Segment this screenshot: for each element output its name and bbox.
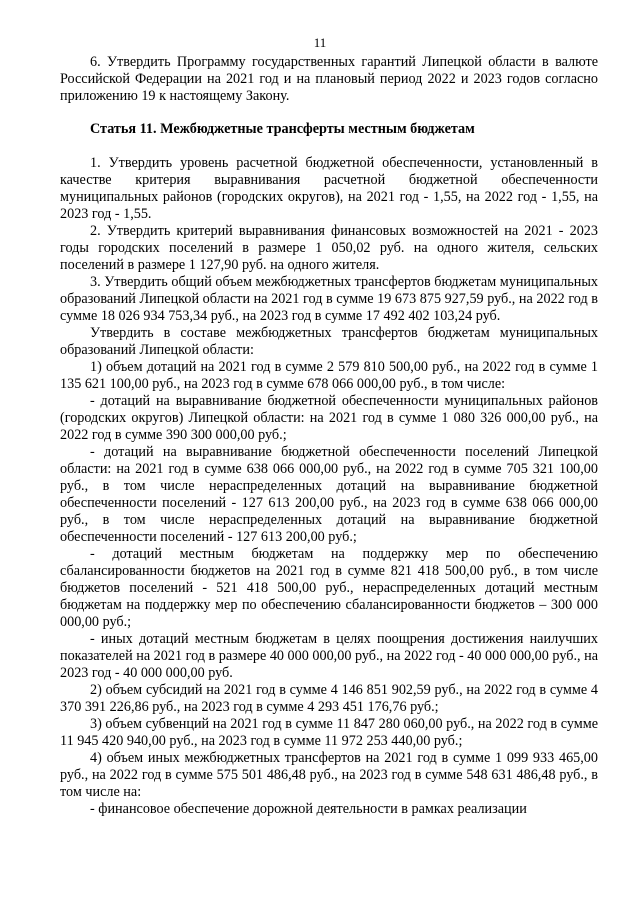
paragraph-subventions: 3) объем субвенций на 2021 год в сумме 11 847 280 060,00 руб., на 2022 год в сумме 11 945 420 940,00 руб., на 2023 год в сумме 11 972 253 440,00 руб.; [60, 716, 598, 749]
paragraph-dotation-balance: - дотаций местным бюджетам на поддержку мер по обеспечению сбалансированности бюджетов на 2021 год в сумме 821 418 500,00 руб., в том числе бюджетов поселений - 521 418 500,00 руб., нераспределенных дотаций местным бюджетам на поддержку мер по обеспечению сбалансированности бюджетов – 300 000 000,00 руб.; [60, 546, 598, 630]
page-number: 11 [313, 35, 327, 50]
paragraph-dotation-incentive: - иных дотаций местным бюджетам в целях поощрения достижения наилучших показателей на 2021 год в размере 40 000 000,00 руб., на 2022 год - 40 000 000,00 руб., на 2023 год - 40 000 000,00 руб. [60, 631, 598, 681]
paragraph-2: 2. Утвердить критерий выравнивания финансовых возможностей на 2021 - 2023 годы городских поселений в размере 1 050,02 руб. на одного жителя, сельских поселений в размере 1 127,90 руб. на одного жителя. [60, 223, 598, 273]
paragraph-subsidies: 2) объем субсидий на 2021 год в сумме 4 146 851 902,59 руб., на 2022 год в сумме 4 370 391 226,86 руб., на 2023 год в сумме 4 293 451 176,76 руб.; [60, 682, 598, 715]
paragraph-3: 3. Утвердить общий объем межбюджетных трансфертов бюджетам муниципальных образований Липецкой области на 2021 год в сумме 19 673 875 927,59 руб., на 2022 год в сумме 18 026 934 753,34 руб., на 2023 год в сумме 17 492 402 103,24 руб. [60, 274, 598, 324]
paragraph-subsidies-dotations: 1) объем дотаций на 2021 год в сумме 2 579 810 500,00 руб., на 2022 год в сумме 1 135 621 100,00 руб., на 2023 год в сумме 678 066 000,00 руб., в том числе: [60, 359, 598, 392]
paragraph-other-transfers: 4) объем иных межбюджетных трансфертов на 2021 год в сумме 1 099 933 465,00 руб., на 2022 год в сумме 575 501 486,48 руб., на 2023 год в сумме 548 631 486,48 руб., в том числе на: [60, 750, 598, 800]
document-body [60, 54, 598, 818]
article-heading: Статья 11. Межбюджетные трансферты местным бюджетам [90, 121, 475, 137]
paragraph-dotation-settlements: - дотаций на выравнивание бюджетной обеспеченности поселений Липецкой области: на 2021 год в сумме 638 066 000,00 руб., на 2022 год в сумме 705 321 100,00 руб., в том числе нераспределенных дотаций на выравнивание бюджетной обеспеченности поселений - 127 613 200,00 руб., на 2023 год в сумме 638 066 000,00 руб., в том числе нераспределенных дотаций на выравнивание бюджетной обеспеченности поселений - 127 613 200,00 руб.; [60, 444, 598, 545]
paragraph-road-activity: - финансовое обеспечение дорожной деятельности в рамках реализации [90, 801, 527, 817]
paragraph-item-6: 6. Утвердить Программу государственных гарантий Липецкой области в валюте Российской Федерации на 2021 год и на плановый период 2022 и 2023 годов согласно приложению 19 к настоящему Закону. [60, 54, 598, 104]
paragraph-approve-intro: Утвердить в составе межбюджетных трансфертов бюджетам муниципальных образований Липецкой области: [60, 325, 598, 358]
paragraph-dotation-districts: - дотаций на выравнивание бюджетной обеспеченности муниципальных районов (городских округов) Липецкой области: на 2021 год в сумме 1 080 326 000,00 руб., на 2022 год в сумме 390 300 000,00 руб.; [60, 393, 598, 443]
paragraph-1: 1. Утвердить уровень расчетной бюджетной обеспеченности, установленный в качестве критерия выравнивания расчетной бюджетной обеспеченности муниципальных районов (городских округов), на 2021 год - 1,55, на 2022 год - 1,55, на 2023 год - 1,55. [60, 155, 598, 222]
